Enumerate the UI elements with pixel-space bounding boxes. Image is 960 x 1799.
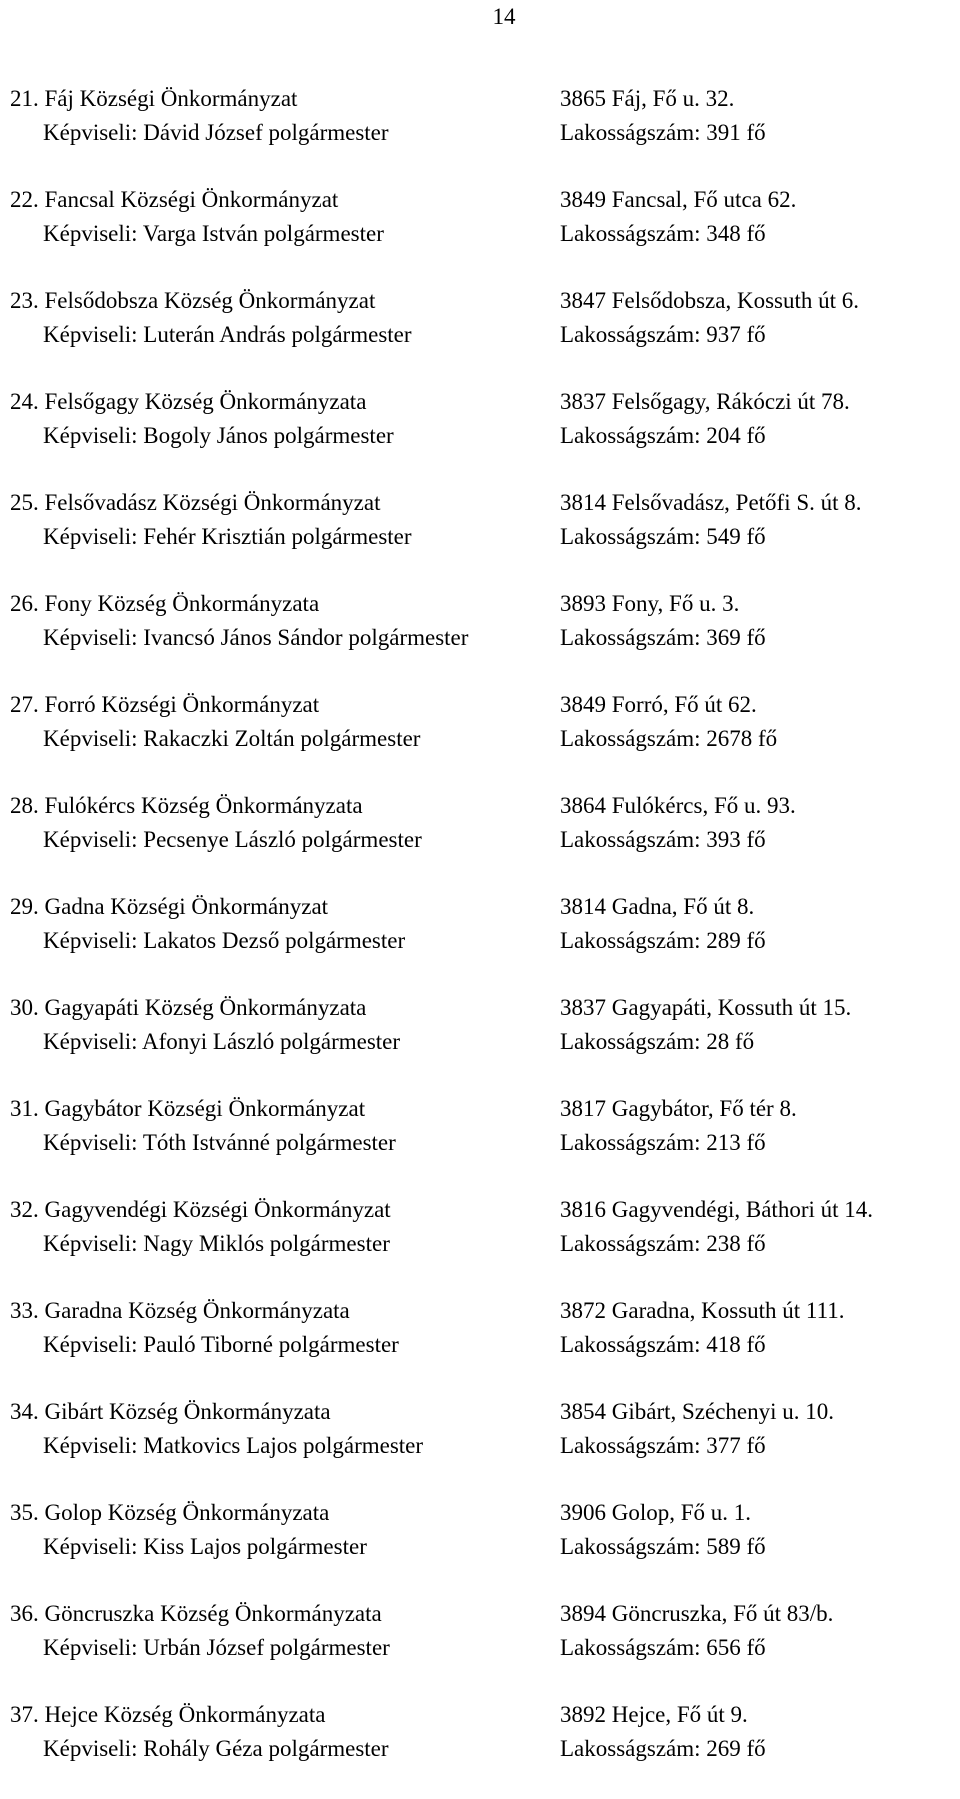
municipality-heading [10, 82, 297, 116]
representative: Képviseli: Lakatos Dezső polgármester [43, 928, 406, 953]
municipality-name: Felsővadász Községi Önkormányzat [44, 490, 381, 515]
population: Lakosságszám: 377 fő [560, 1433, 766, 1458]
population: Lakosságszám: 656 fő [560, 1635, 766, 1660]
municipality-heading [10, 1496, 329, 1530]
municipality-name: Fulókércs Község Önkormányzata [44, 793, 363, 818]
page-number: 14 [492, 4, 516, 29]
municipality-address: 3847 Felsődobsza, Kossuth út 6. [560, 288, 859, 313]
entry-number: 29. [10, 894, 39, 919]
list-item [10, 789, 960, 890]
population: Lakosságszám: 418 fő [560, 1332, 766, 1357]
municipality-address: 3837 Gagyapáti, Kossuth út 15. [560, 995, 852, 1020]
representative-line [10, 1732, 960, 1766]
entry-number: 27. [10, 692, 39, 717]
municipality-line [10, 789, 960, 823]
representative: Képviseli: Nagy Miklós polgármester [43, 1231, 390, 1256]
population: Lakosságszám: 369 fő [560, 625, 766, 650]
entry-number: 21. [10, 86, 39, 111]
municipality-heading [10, 1597, 382, 1631]
municipality-line [10, 991, 960, 1025]
entry-number: 33. [10, 1298, 39, 1323]
representative: Képviseli: Tóth Istvánné polgármester [43, 1130, 396, 1155]
municipality-heading [10, 991, 366, 1025]
entry-number: 23. [10, 288, 39, 313]
representative: Képviseli: Matkovics Lajos polgármester [43, 1433, 424, 1458]
entry-number: 31. [10, 1096, 39, 1121]
municipality-line [10, 486, 960, 520]
representative-line [10, 1328, 960, 1362]
representative-line [10, 1025, 960, 1059]
list-item [10, 486, 960, 587]
population: Lakosságszám: 549 fő [560, 524, 766, 549]
municipality-address: 3865 Fáj, Fő u. 32. [560, 86, 735, 111]
municipality-heading [10, 1395, 331, 1429]
municipality-name: Gagyapáti Község Önkormányzata [44, 995, 367, 1020]
municipality-name: Fáj Községi Önkormányzat [44, 86, 298, 111]
municipality-name: Fony Község Önkormányzata [44, 591, 320, 616]
municipality-line [10, 688, 960, 722]
municipality-line [10, 1698, 960, 1732]
list-item [10, 1698, 960, 1799]
municipality-line [10, 1193, 960, 1227]
entry-number: 30. [10, 995, 39, 1020]
municipality-line [10, 82, 960, 116]
entry-number: 25. [10, 490, 39, 515]
list-item [10, 385, 960, 486]
municipality-name: Gagybátor Községi Önkormányzat [44, 1096, 366, 1121]
municipality-name: Felsődobsza Község Önkormányzat [44, 288, 376, 313]
representative-line [10, 520, 960, 554]
list-item [10, 1092, 960, 1193]
municipality-heading [10, 284, 375, 318]
municipality-address: 3849 Forró, Fő út 62. [560, 692, 757, 717]
list-item [10, 1395, 960, 1496]
municipality-line [10, 183, 960, 217]
population: Lakosságszám: 391 fő [560, 120, 766, 145]
municipality-line [10, 1395, 960, 1429]
representative: Képviseli: Urbán József polgármester [43, 1635, 390, 1660]
municipality-address: 3894 Göncruszka, Fő út 83/b. [560, 1601, 834, 1626]
representative-line [10, 318, 960, 352]
municipality-name: Garadna Község Önkormányzata [44, 1298, 350, 1323]
municipality-heading [10, 1092, 365, 1126]
municipality-address: 3872 Garadna, Kossuth út 111. [560, 1298, 845, 1323]
list-item [10, 1496, 960, 1597]
municipality-address: 3854 Gibárt, Széchenyi u. 10. [560, 1399, 835, 1424]
municipality-heading [10, 1698, 326, 1732]
representative: Képviseli: Bogoly János polgármester [43, 423, 394, 448]
population: Lakosságszám: 28 fő [560, 1029, 755, 1054]
population: Lakosságszám: 348 fő [560, 221, 766, 246]
municipality-address: 3814 Gadna, Fő út 8. [560, 894, 755, 919]
representative-line [10, 1227, 960, 1261]
list-item [10, 183, 960, 284]
municipality-name: Forró Községi Önkormányzat [44, 692, 320, 717]
municipality-line [10, 385, 960, 419]
representative-line [10, 924, 960, 958]
population: Lakosságszám: 213 fő [560, 1130, 766, 1155]
municipality-name: Felsőgagy Község Önkormányzata [44, 389, 367, 414]
population: Lakosságszám: 269 fő [560, 1736, 766, 1761]
list-item [10, 284, 960, 385]
list-item [10, 890, 960, 991]
population: Lakosságszám: 937 fő [560, 322, 766, 347]
list-item [10, 991, 960, 1092]
municipality-line [10, 890, 960, 924]
representative-line [10, 823, 960, 857]
list-item [10, 1597, 960, 1698]
population: Lakosságszám: 589 fő [560, 1534, 766, 1559]
municipality-name: Gadna Községi Önkormányzat [44, 894, 329, 919]
municipality-name: Gibárt Község Önkormányzata [44, 1399, 331, 1424]
municipality-address: 3816 Gagyvendégi, Báthori út 14. [560, 1197, 874, 1222]
municipality-heading [10, 587, 319, 621]
municipality-name: Gagyvendégi Községi Önkormányzat [44, 1197, 391, 1222]
representative-line [10, 1631, 960, 1665]
municipality-line [10, 1496, 960, 1530]
entry-number: 36. [10, 1601, 39, 1626]
municipality-address: 3864 Fulókércs, Fő u. 93. [560, 793, 796, 818]
list-item [10, 82, 960, 183]
municipality-heading [10, 385, 366, 419]
municipality-address: 3892 Hejce, Fő út 9. [560, 1702, 748, 1727]
representative-line [10, 116, 960, 150]
representative-line [10, 1126, 960, 1160]
population: Lakosságszám: 289 fő [560, 928, 766, 953]
list-item [10, 1193, 960, 1294]
representative-line [10, 722, 960, 756]
municipality-name: Hejce Község Önkormányzata [44, 1702, 326, 1727]
population: Lakosságszám: 393 fő [560, 827, 766, 852]
representative-line [10, 1530, 960, 1564]
list-item [10, 1294, 960, 1395]
entry-number: 32. [10, 1197, 39, 1222]
representative: Képviseli: Rakaczki Zoltán polgármester [43, 726, 421, 751]
representative: Képviseli: Fehér Krisztián polgármester [43, 524, 412, 549]
municipality-line [10, 1597, 960, 1631]
representative: Képviseli: Pecsenye László polgármester [43, 827, 422, 852]
representative-line [10, 1429, 960, 1463]
representative: Képviseli: Pauló Tiborné polgármester [43, 1332, 399, 1357]
municipality-address: 3906 Golop, Fő u. 1. [560, 1500, 752, 1525]
list-item [10, 587, 960, 688]
municipality-list [10, 82, 960, 1799]
representative-line [10, 419, 960, 453]
entry-number: 22. [10, 187, 39, 212]
population: Lakosságszám: 2678 fő [560, 726, 778, 751]
municipality-name: Göncruszka Község Önkormányzata [44, 1601, 382, 1626]
municipality-name: Golop Község Önkormányzata [44, 1500, 330, 1525]
municipality-heading [10, 890, 328, 924]
representative: Képviseli: Varga István polgármester [43, 221, 384, 246]
municipality-line [10, 1294, 960, 1328]
municipality-address: 3849 Fancsal, Fő utca 62. [560, 187, 797, 212]
population: Lakosságszám: 204 fő [560, 423, 766, 448]
municipality-address: 3817 Gagybátor, Fő tér 8. [560, 1096, 797, 1121]
municipality-name: Fancsal Községi Önkormányzat [44, 187, 339, 212]
representative: Képviseli: Kiss Lajos polgármester [43, 1534, 367, 1559]
municipality-line [10, 1092, 960, 1126]
entry-number: 35. [10, 1500, 39, 1525]
representative: Képviseli: Rohály Géza polgármester [43, 1736, 389, 1761]
representative-line [10, 217, 960, 251]
representative-line [10, 621, 960, 655]
entry-number: 28. [10, 793, 39, 818]
list-item [10, 688, 960, 789]
municipality-line [10, 284, 960, 318]
municipality-heading [10, 1294, 350, 1328]
representative: Képviseli: Luterán András polgármester [43, 322, 412, 347]
municipality-heading [10, 486, 380, 520]
municipality-address: 3837 Felsőgagy, Rákóczi út 78. [560, 389, 850, 414]
municipality-address: 3814 Felsővadász, Petőfi S. út 8. [560, 490, 862, 515]
representative: Képviseli: Afonyi László polgármester [43, 1029, 401, 1054]
representative: Képviseli: Dávid József polgármester [43, 120, 389, 145]
entry-number: 34. [10, 1399, 39, 1424]
entry-number: 37. [10, 1702, 39, 1727]
population: Lakosságszám: 238 fő [560, 1231, 766, 1256]
municipality-address: 3893 Fony, Fő u. 3. [560, 591, 740, 616]
municipality-heading [10, 183, 338, 217]
entry-number: 26. [10, 591, 39, 616]
entry-number: 24. [10, 389, 39, 414]
municipality-heading [10, 1193, 391, 1227]
representative: Képviseli: Ivancsó János Sándor polgármester [43, 625, 469, 650]
municipality-heading [10, 688, 319, 722]
municipality-heading [10, 789, 363, 823]
municipality-line [10, 587, 960, 621]
